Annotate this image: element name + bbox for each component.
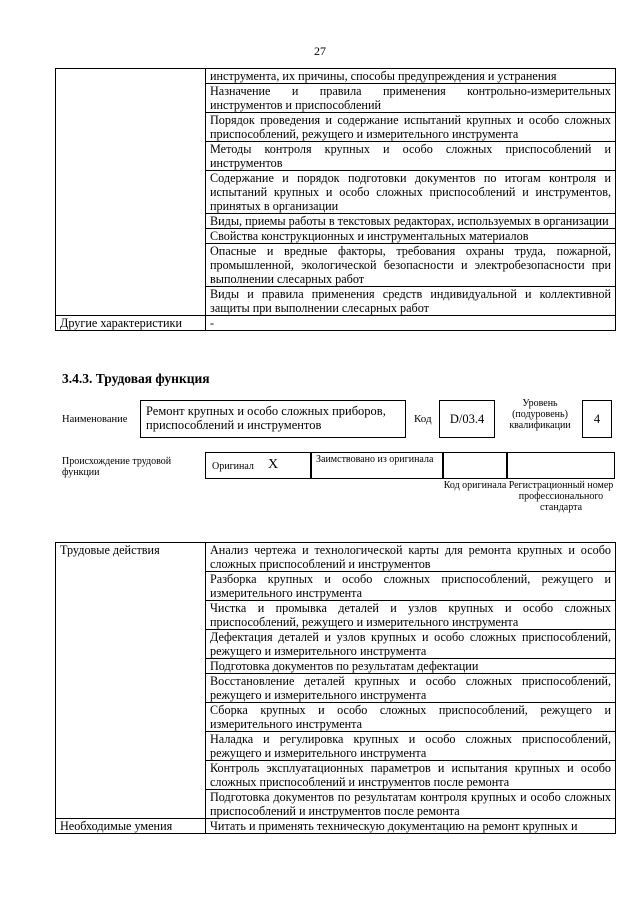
original-mark: X [268,457,279,472]
labor-action-item: Анализ чертежа и технологической карты для ремонта крупных и особо сложных приспособлений и инструментов [206,543,616,572]
labor-action-item: Восстановление деталей крупных и особо сложных приспособлений, режущего и измерительного инструмента [206,674,616,703]
knowledge-item: инструмента, их причины, способы предупреждения и устранения [206,69,616,84]
labor-action-item: Контроль эксплуатационных параметров и испытания крупных и особо сложных приспособлений и инструментов после ремонта [206,761,616,790]
labor-action-item: Подготовка документов по результатам контроля крупных и особо сложных приспособлений и инструментов после ремонта [206,790,616,819]
labor-action-item: Сборка крупных и особо сложных приспособлений, режущего и измерительного инструмента [206,703,616,732]
original-label: Оригинал [212,461,254,472]
empty-label-cell [56,69,206,316]
original-box [205,452,311,479]
knowledge-item: Порядок проведения и содержание испытаний крупных и особо сложных приспособлений, режущего и измерительного инструмента [206,113,616,142]
table-row [56,69,616,84]
table-row [56,316,616,331]
function-code-box: D/03.4 [439,400,495,438]
registration-number-box [507,452,615,479]
knowledge-item: Содержание и порядок подготовки документов по итогам контроля и испытаний крупных и особо сложных приспособлений и инструментов, принятых в организации [206,171,616,214]
original-code-box [443,452,507,479]
labor-action-item: Чистка и промывка деталей и узлов крупных и особо сложных приспособлений, режущего и измерительного инструмента [206,601,616,630]
required-skill-item: Читать и применять техническую документацию на ремонт крупных и [206,819,616,834]
table-row [56,819,616,834]
registration-caption: Регистрационный номер профессионального стандарта [508,480,614,513]
knowledge-item: Методы контроля крупных и особо сложных приспособлений и инструментов [206,142,616,171]
code-label: Код [414,413,432,425]
knowledge-item: Назначение и правила применения контрольно-измерительных инструментов и приспособлений [206,84,616,113]
knowledge-item: Виды и правила применения средств индивидуальной и коллективной защиты при выполнении слесарных работ [206,287,616,316]
name-label: Наименование [62,414,128,425]
function-name-box: Ремонт крупных и особо сложных приборов, приспособлений и инструментов [140,400,406,438]
other-characteristics-value: - [206,316,616,331]
knowledge-item: Свойства конструкционных и инструментальных материалов [206,229,616,244]
top-knowledge-table [55,68,616,331]
code-caption: Код оригинала [443,480,507,491]
knowledge-item: Виды, приемы работы в текстовых редакторах, используемых в организации [206,214,616,229]
knowledge-item: Опасные и вредные факторы, требования охраны труда, пожарной, промышленной, экологической безопасности и электробезопасности при выполнении слесарных работ [206,244,616,287]
table-row [56,543,616,572]
required-skills-label: Необходимые умения [56,819,206,834]
labor-actions-label: Трудовые действия [56,543,206,819]
labor-action-item: Разборка крупных и особо сложных приспособлений, режущего и измерительного инструмента [206,572,616,601]
level-value-box: 4 [582,400,612,438]
labor-action-item: Подготовка документов по результатам дефектации [206,659,616,674]
labor-action-item: Дефектация деталей и узлов крупных и особо сложных приспособлений, режущего и измерительного инструмента [206,630,616,659]
borrowed-box [311,452,443,479]
page-number: 27 [314,44,326,58]
other-characteristics-label: Другие характеристики [56,316,206,331]
labor-action-item: Наладка и регулировка крупных и особо сложных приспособлений, режущего и измерительного инструмента [206,732,616,761]
labor-actions-table [55,542,616,834]
section-title: 3.4.3. Трудовая функция [62,371,210,386]
level-label: Уровень (подуровень) квалификации [509,398,571,431]
origin-label: Происхождение трудовой функции [62,456,172,478]
borrowed-label: Заимствовано из оригинала [316,454,434,465]
